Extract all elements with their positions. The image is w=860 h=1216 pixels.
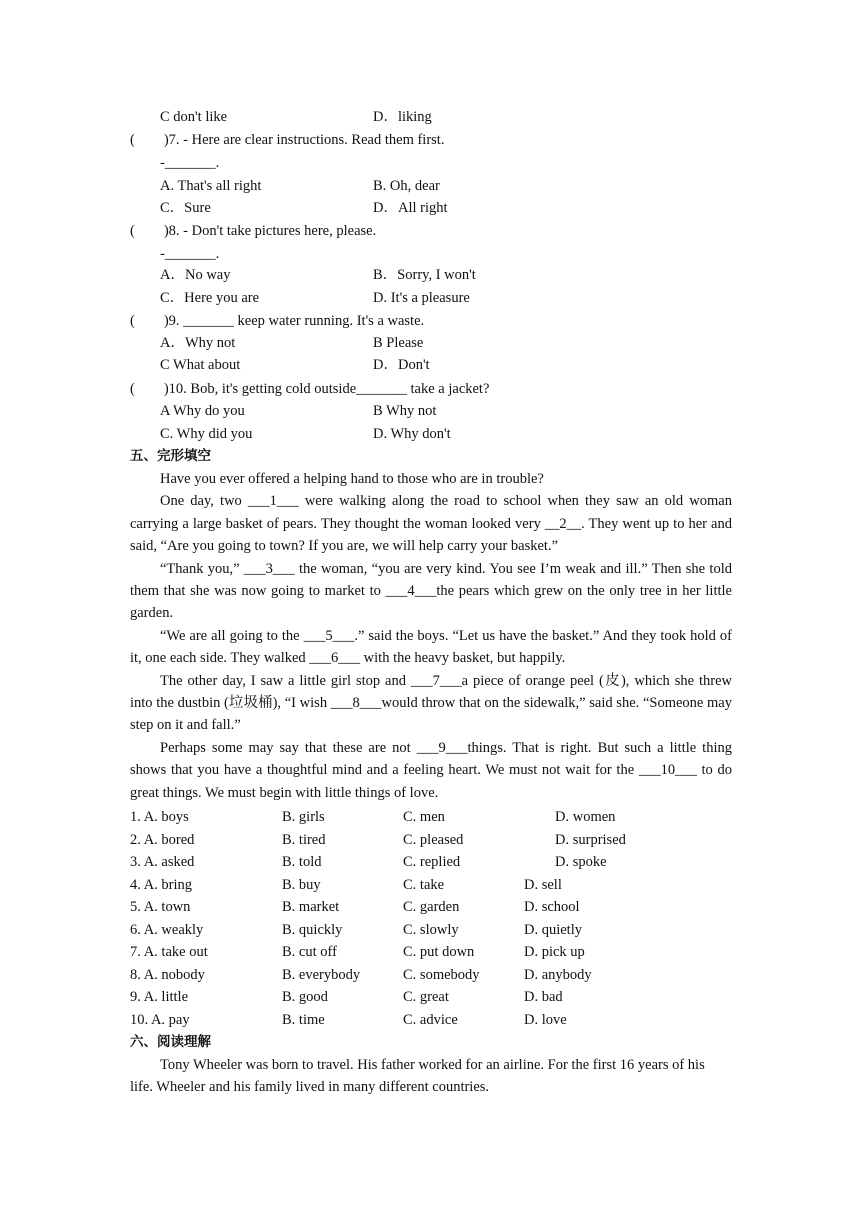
option-c: C. pleased	[403, 832, 464, 848]
reading-passage	[130, 1054, 714, 1099]
option-b: B Why not	[373, 403, 437, 419]
option-a: 5. A. town	[130, 899, 191, 915]
q10-options-ab	[0, 400, 860, 422]
paragraph: The other day, I saw a little girl stop and ___7___a piece of orange peel (皮), which she threw into the dustbin (垃圾桶), “I wish ___8___would throw that on the sidewalk,” said she. “Someone may step on it and fall.”	[130, 672, 732, 734]
option-d: D．Don't	[373, 357, 430, 373]
q8-options-cd	[0, 287, 860, 309]
option-a: 9. A. little	[130, 989, 188, 1005]
option-b: B. told	[282, 854, 322, 870]
option-b: B. time	[282, 1012, 325, 1028]
option-d: D．All right	[373, 200, 448, 216]
q9-options-cd	[0, 354, 860, 376]
option-a: 1. A. boys	[130, 809, 189, 825]
option-a: 7. A. take out	[130, 944, 208, 960]
reply-blank: -_______.	[160, 155, 220, 171]
option-b: B．Sorry, I won't	[373, 267, 476, 283]
q8-stem	[0, 220, 860, 242]
q7-options-cd	[0, 197, 860, 219]
option-c: C. Why did you	[160, 426, 253, 442]
option-b: B Please	[373, 335, 424, 351]
option-a: 3. A. asked	[130, 854, 195, 870]
option-d: D. It's a pleasure	[373, 290, 470, 306]
option-a: A Why do you	[160, 403, 245, 419]
option-c: C．Sure	[160, 200, 211, 216]
section-heading: 五、完形填空	[130, 448, 211, 464]
option-c: C. advice	[403, 1012, 458, 1028]
cloze-option-row	[0, 874, 860, 896]
option-c: C. replied	[403, 854, 461, 870]
option-a: A. That's all right	[160, 178, 262, 194]
paragraph: One day, two ___1___ were walking along the road to school when they saw an old woman carrying a large basket of pears. They thought the woman looked very __2__. They went up to her and said, “Are you going to town? If you are, we will help carry your basket.”	[130, 493, 732, 555]
option-d: D. quietly	[524, 922, 582, 938]
option-b: B. market	[282, 899, 340, 915]
option-a: A．No way	[160, 267, 231, 283]
option-a: 2. A. bored	[130, 832, 195, 848]
q10-stem	[0, 378, 860, 400]
option-c: C. put down	[403, 944, 475, 960]
reply-blank: -_______.	[160, 246, 220, 262]
option-d: D. school	[524, 899, 580, 915]
option-c: C. slowly	[403, 922, 459, 938]
option-a: 4. A. bring	[130, 877, 193, 893]
option-c: C．Here you are	[160, 290, 260, 306]
cloze-option-row	[0, 1009, 860, 1031]
option-d: D. Why don't	[373, 426, 451, 442]
option-d: D．liking	[373, 109, 432, 125]
section-heading: 六、阅读理解	[130, 1034, 211, 1050]
option-c: C. garden	[403, 899, 460, 915]
q8-options-ab	[0, 264, 860, 286]
paragraph: Perhaps some may say that these are not ___9___things. That is right. But such a little thing shows that you have a thoughtful mind and a feeling heart. We must not wait for the ___10___ to do great things. We must begin with little things of love.	[130, 739, 732, 801]
cloze-option-row	[0, 964, 860, 986]
option-d: D. bad	[524, 989, 563, 1005]
cloze-option-row	[0, 806, 860, 828]
option-d: D. pick up	[524, 944, 585, 960]
option-c: C. somebody	[403, 967, 480, 983]
paragraph: Tony Wheeler was born to travel. His father worked for an airline. For the first 16 years of his life. Wheeler and his family lived in many different countries.	[130, 1057, 705, 1096]
option-b: B. tired	[282, 832, 326, 848]
q7-stem	[0, 129, 860, 151]
q9-options-ab	[0, 332, 860, 354]
option-d: D. spoke	[555, 854, 607, 870]
q7-options-ab	[0, 175, 860, 197]
cloze-option-row	[0, 986, 860, 1008]
option-b: B. cut off	[282, 944, 337, 960]
q10-options-cd	[0, 423, 860, 445]
cloze-option-row	[0, 919, 860, 941]
option-b: B. Oh, dear	[373, 178, 440, 194]
option-c: C. take	[403, 877, 445, 893]
option-c: C don't like	[160, 109, 228, 125]
section-5-heading-row	[0, 445, 860, 467]
paragraph: “Thank you,” ___3___ the woman, “you are very kind. You see I’m weak and ill.” Then she told them that she was now going to market to ___4___the pears which grew on the only tree in her little garden.	[130, 560, 732, 622]
cloze-option-row	[0, 896, 860, 918]
cloze-option-row	[0, 829, 860, 851]
option-a: 6. A. weakly	[130, 922, 204, 938]
q7-reply	[0, 152, 860, 174]
option-d: D. love	[524, 1012, 567, 1028]
option-b: B. buy	[282, 877, 321, 893]
option-d: D. women	[555, 809, 616, 825]
option-b: B. good	[282, 989, 328, 1005]
q9-stem	[0, 310, 860, 332]
option-d: D. surprised	[555, 832, 626, 848]
question-text: ( )9. _______ keep water running. It's a waste.	[130, 313, 425, 329]
option-a: A．Why not	[160, 335, 236, 351]
option-b: B. everybody	[282, 967, 361, 983]
option-d: D. sell	[524, 877, 562, 893]
option-b: B. quickly	[282, 922, 343, 938]
option-a: 8. A. nobody	[130, 967, 205, 983]
option-d: D. anybody	[524, 967, 592, 983]
cloze-option-row	[0, 851, 860, 873]
option-a: 10. A. pay	[130, 1012, 190, 1028]
question-text: ( )7. - Here are clear instructions. Read them first.	[130, 132, 445, 148]
cloze-passage	[130, 468, 732, 804]
option-b: B. girls	[282, 809, 325, 825]
question-text: ( )8. - Don't take pictures here, please.	[130, 223, 377, 239]
paragraph: Have you ever offered a helping hand to those who are in trouble?	[160, 471, 544, 487]
cloze-option-row	[0, 941, 860, 963]
q6-options-cd	[0, 106, 860, 128]
option-c: C. great	[403, 989, 449, 1005]
option-c: C. men	[403, 809, 445, 825]
question-text: ( )10. Bob, it's getting cold outside_______ take a jacket?	[130, 381, 490, 397]
paragraph: “We are all going to the ___5___.” said the boys. “Let us have the basket.” And they took hold of it, one each side. They walked ___6___ with the heavy basket, but happily.	[130, 627, 732, 667]
section-6-heading-row	[0, 1031, 860, 1053]
option-c: C What about	[160, 357, 241, 373]
q8-reply	[0, 243, 860, 265]
